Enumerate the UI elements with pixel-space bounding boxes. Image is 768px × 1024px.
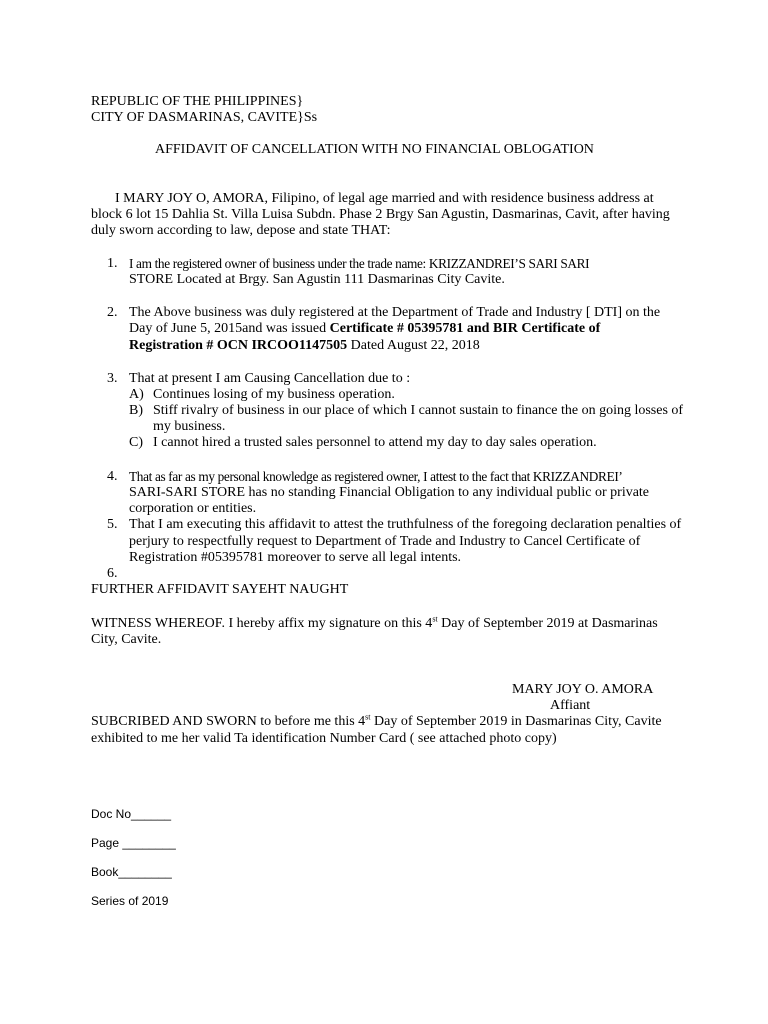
item-5-line-2: perjury to respectfully request to Department of Trade and Industry to Cancel Certificate of xyxy=(129,534,641,549)
item-3b-letter: B) xyxy=(129,403,143,418)
item-4-line-3: corporation or entities. xyxy=(129,501,257,516)
book-number: Book________ xyxy=(91,865,172,879)
subscribed-line-1: SUBCRIBED AND SWORN to before me this 4st Day of September 2019 in Dasmarinas City, Cavite xyxy=(91,712,662,729)
item-5-line-3: Registration #05395781 moreover to serve all legal intents. xyxy=(129,550,462,565)
item-4-line-2: SARI-SARI STORE has no standing Financial Obligation to any individual public or private xyxy=(129,485,650,500)
item-1-line-1: I am the registered owner of business under the trade name: KRIZZANDREI’S SARI SARI xyxy=(129,256,590,271)
item-2-line-3: Registration # OCN IRCOO1147505 Dated August 22, 2018 xyxy=(129,338,480,353)
document-title: AFFIDAVIT OF CANCELLATION WITH NO FINANCIAL OBLOGATION xyxy=(155,142,594,157)
intro-line-3: duly sworn according to law, depose and state THAT: xyxy=(91,223,391,238)
item-3a-letter: A) xyxy=(129,387,144,402)
certificate-number: Certificate # 05395781 and BIR Certificate of xyxy=(329,321,601,336)
item-5-number: 5. xyxy=(107,517,118,532)
item-4-line-1: That as far as my personal knowledge as registered owner, I attest to the fact that KRIZZANDREI’ xyxy=(129,469,623,484)
intro-line-1: I MARY JOY O, AMORA, Filipino, of legal age married and with residence business address at xyxy=(115,191,654,206)
series-year: Series of 2019 xyxy=(91,894,169,908)
item-6-number: 6. xyxy=(107,566,118,581)
doc-number: Doc No______ xyxy=(91,807,172,821)
item-5-line-1: That I am executing this affidavit to attest the truthfulness of the foregoing declaration penalties of xyxy=(129,517,682,532)
affiant-name: MARY JOY O. AMORA xyxy=(512,682,654,697)
item-3-number: 3. xyxy=(107,371,118,386)
subscribed-line-2: exhibited to me her valid Ta identification Number Card ( see attached photo copy) xyxy=(91,731,557,746)
item-3-line-1: That at present I am Causing Cancellation due to : xyxy=(129,371,411,386)
witness-line-1: WITNESS WHEREOF. I hereby affix my signature on this 4st Day of September 2019 at Dasmarinas xyxy=(91,614,658,631)
item-3a-text: Continues losing of my business operation. xyxy=(153,387,395,402)
header-republic: REPUBLIC OF THE PHILIPPINES} xyxy=(91,94,304,109)
header-city: CITY OF DASMARINAS, CAVITE}Ss xyxy=(91,110,318,125)
item-4-number: 4. xyxy=(107,469,118,484)
item-3c-letter: C) xyxy=(129,435,143,450)
item-2-number: 2. xyxy=(107,305,118,320)
item-3c-text: I cannot hired a trusted sales personnel to attend my day to day sales operation. xyxy=(153,435,597,450)
item-1-number: 1. xyxy=(107,256,118,271)
bir-registration-number: Registration # OCN IRCOO1147505 xyxy=(129,338,348,353)
page-number: Page ________ xyxy=(91,836,176,850)
item-3b-text-1: Stiff rivalry of business in our place of which I cannot sustain to finance the on going losses of xyxy=(153,403,684,418)
item-3b-text-2: my business. xyxy=(153,419,226,434)
item-2-line-1: The Above business was duly registered at the Department of Trade and Industry [ DTI] on the xyxy=(129,305,661,320)
item-1-line-2: STORE Located at Brgy. San Agustin 111 Dasmarinas City Cavite. xyxy=(129,272,505,287)
affiant-label: Affiant xyxy=(550,698,591,713)
intro-line-2: block 6 lot 15 Dahlia St. Villa Luisa Subdn. Phase 2 Brgy San Agustin, Dasmarinas, Cavit, after having xyxy=(91,207,670,222)
further-affidavit: FURTHER AFFIDAVIT SAYEHT NAUGHT xyxy=(91,582,349,597)
item-2-line-2: Day of June 5, 2015and was issued Certificate # 05395781 and BIR Certificate of xyxy=(129,321,601,336)
witness-line-2: City, Cavite. xyxy=(91,632,162,647)
